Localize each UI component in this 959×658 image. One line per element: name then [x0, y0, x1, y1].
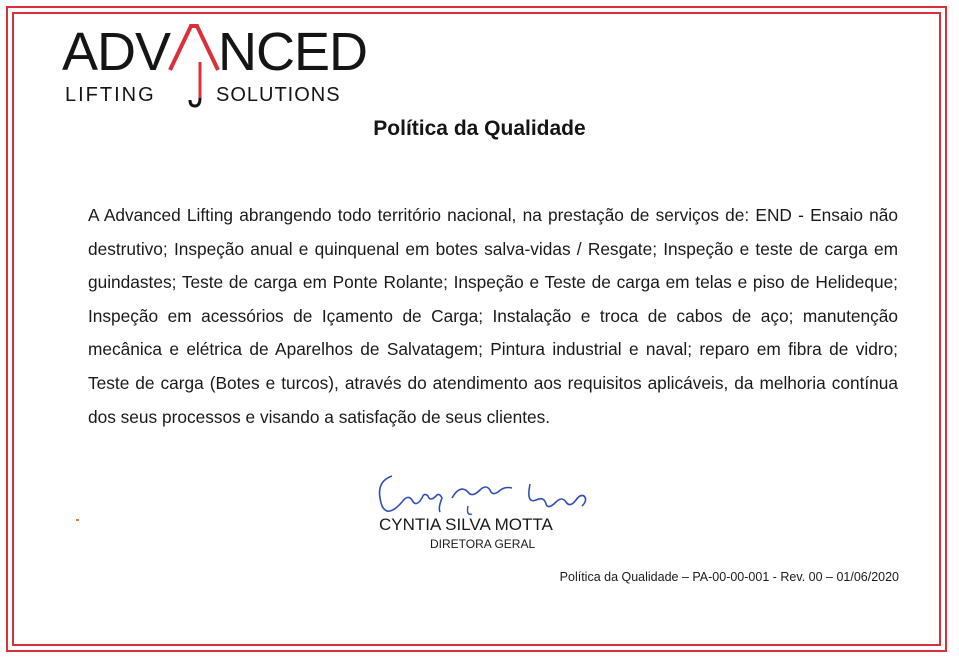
document-reference: Política da Qualidade – PA-00-00-001 - Rev. 00 – 01/06/2020 [559, 570, 899, 584]
signer-name: CYNTIA SILVA MOTTA [379, 515, 553, 534]
document-title: Política da Qualidade [373, 117, 586, 140]
svg-text:ADV: ADV [62, 22, 171, 82]
svg-text:NCED: NCED [218, 22, 368, 82]
policy-body-text: A Advanced Lifting abrangendo todo território nacional, na prestação de serviços de: END - Ensaio não destrutivo; Inspeção anual e quinquenal em botes salva-vidas / Resgate; Inspeção e teste de carga em guindastes; Teste de carga em Ponte Rolante; Inspeção e Teste de carga em telas e piso de Helideque; Inspeção em acessórios de Içamento de Carga; Instalação e troca de cabos de aço; manutenção mecânica e elétrica de Aparelhos de Salvatagem; Pintura industrial e naval; reparo em fibra de vidro; Teste de carga (Botes e turcos), através do atendimento aos requisitos aplicáveis, da melhoria contínua dos seus processos e visando a satisfação de seus clientes. [88, 205, 898, 427]
logo-solutions-text: SOLUTIONS [216, 84, 341, 106]
signer-role: DIRETORA GERAL [430, 537, 536, 551]
company-logo [62, 22, 368, 118]
logo-lifting-text: LIFTING [65, 84, 156, 106]
scan-speck [76, 519, 79, 521]
